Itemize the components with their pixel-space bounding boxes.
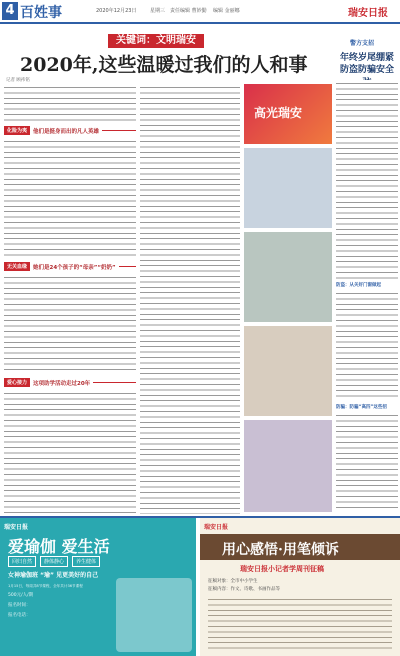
ad-line: 报名时间： [8, 603, 31, 608]
ad-tag: 回归自然 [8, 556, 36, 567]
body-text [4, 138, 136, 258]
advertisement-area [0, 516, 400, 656]
masthead [0, 0, 400, 24]
body-text [336, 80, 398, 280]
sidebar-subhead: 防骗：防骗“高四”这些招 [336, 405, 387, 410]
sidebar-title-line2: 防盗防骗安全 [339, 65, 394, 75]
ad-banner: 女神瑜伽班 “瑜” 见更美好的自己 [8, 572, 99, 579]
ad-tag: 养生健体 [72, 556, 100, 567]
ad-header-band [200, 534, 400, 560]
body-text [4, 390, 136, 514]
ad-title: 用心感悟·用笔倾诉 [222, 542, 339, 558]
sidebar-title-line1: 年终岁尾绷紧 [339, 53, 394, 63]
photo-caption: 高光瑞安 [254, 106, 303, 120]
yoga-ad[interactable] [0, 518, 196, 656]
issue-date: 2020年12月23日 [96, 8, 137, 14]
section-title: 百姓事 [20, 5, 62, 21]
yoga-photo [116, 578, 192, 652]
subhead-tag: 化险为夷 [4, 126, 30, 135]
ad-line: 征稿对象：全市中小学生 [208, 579, 258, 584]
designer-credit: 编辑 金丽娜 [213, 8, 240, 14]
ad-line: 1月15日，每周共8节课程，全年共计36节课程 [8, 584, 83, 588]
subhead-tag: 无关血缘 [4, 262, 30, 271]
article-byline: 记者 顾祎铭 [6, 78, 30, 83]
ad-line: 报名电话： [8, 613, 31, 618]
ad-logo: 瑞安日报 [204, 524, 229, 531]
police-tips-sidebar [336, 28, 398, 514]
subhead-3 [4, 378, 136, 387]
sidebar-label: 警方支招 [350, 40, 375, 47]
newspaper-clipping-photo [244, 232, 332, 322]
body-text [4, 274, 136, 374]
newspaper-clipping-photo [244, 148, 332, 228]
body-text [208, 596, 392, 652]
newspaper-clipping-photo [244, 326, 332, 416]
sidebar-subhead: 防盗：从关好门窗做起 [336, 283, 381, 288]
editor-credit: 责任编辑 曹妙勤 [170, 8, 207, 14]
essay-contest-ad[interactable] [200, 518, 400, 656]
body-text [336, 290, 398, 400]
ad-title: 爱瑜伽 爱生活 [8, 537, 110, 556]
subhead-title: 这项助学活动走过20年 [33, 380, 91, 387]
article-column-left [4, 84, 136, 514]
subhead-1 [4, 126, 136, 135]
article-kicker: 关键词：文明瑞安 [108, 34, 204, 48]
page-number: 4 [2, 2, 18, 20]
body-text [336, 412, 398, 512]
subhead-title: 他们是挺身而出的凡人英雄 [33, 128, 100, 135]
body-text [140, 84, 240, 514]
ad-subtitle: 瑞安日报小记者学周刊征稿 [240, 565, 324, 573]
body-text [4, 84, 136, 122]
ad-logo: 瑞安日报 [4, 524, 29, 531]
issue-weekday: 星期三 [150, 8, 166, 14]
newspaper-logo: 瑞安日报 [348, 8, 388, 19]
newspaper-clipping-photo [244, 420, 332, 512]
ad-line: 500元/人/期 [8, 593, 34, 598]
highlight-photo [244, 84, 332, 144]
ad-tag: 静体静心 [40, 556, 68, 567]
ad-line: 征稿内容：作文、诗歌、书画作品等 [208, 587, 280, 592]
photo-collage [244, 84, 332, 514]
article-headline: 2020年,这些温暖过我们的人和事 [20, 54, 308, 76]
article-column-middle [140, 84, 240, 514]
subhead-2 [4, 262, 136, 271]
subhead-tag: 爱心接力 [4, 378, 30, 387]
subhead-title: 她们是24个孩子的“母亲”“奶奶” [33, 264, 116, 271]
